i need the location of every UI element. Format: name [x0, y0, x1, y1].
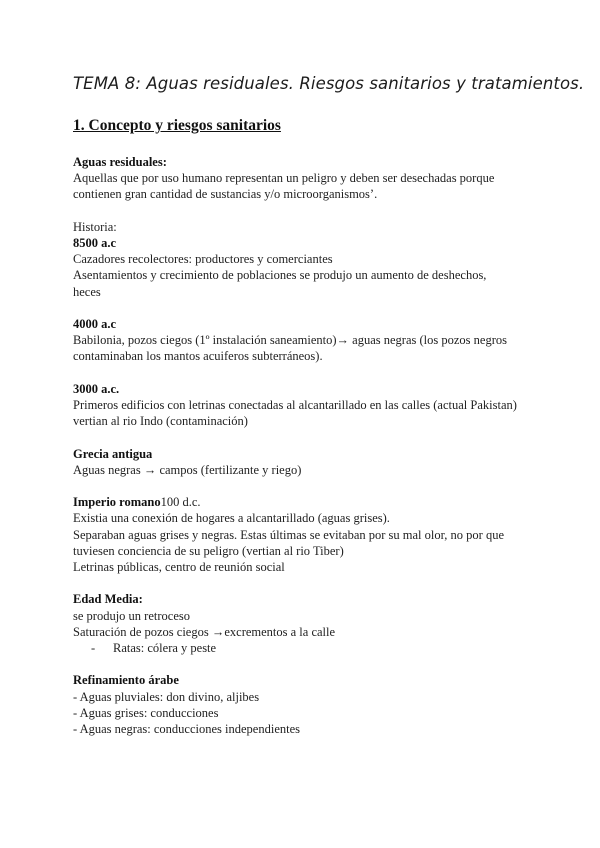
paragraph-line: Asentamientos y crecimiento de poblaciones se produjo un aumento de deshechos,	[73, 268, 487, 283]
paragraph-line: Babilonia, pozos ciegos (1º instalación saneamiento)→ aguas negras (los pozos negros	[73, 333, 507, 348]
bullet-text: Ratas: cólera y peste	[113, 641, 217, 655]
section-heading: 1. Concepto y riesgos sanitarios	[73, 117, 281, 134]
paragraph-line: Saturación de pozos ciegos →excrementos a la calle	[73, 624, 336, 639]
era-heading: 8500 a.c	[73, 236, 117, 250]
definition-line: Aquellas que por uso humano representan un peligro y deben ser desechadas porque	[73, 171, 495, 186]
paragraph-line: tuviesen conciencia de su peligro (vertian al rio Tiber)	[73, 543, 344, 558]
paragraph-line: heces	[73, 284, 101, 299]
definition-line: contienen gran cantidad de sustancias y/o microorganismos’.	[73, 187, 378, 202]
bullet-dash: -	[91, 641, 96, 655]
historia-label: Historia:	[73, 219, 117, 234]
paragraph-line: Cazadores recolectores: productores y comerciantes	[73, 252, 333, 267]
paragraph-line: se produjo un retroceso	[73, 608, 190, 623]
era-heading: Imperio romano	[73, 495, 161, 510]
list-item: - Aguas pluviales: don divino, aljibes	[73, 689, 260, 704]
list-item: - Aguas grises: conducciones	[73, 705, 219, 720]
bullet-item	[73, 640, 553, 656]
paragraph-line: Primeros edificios con letrinas conectadas al alcantarillado en las calles (actual Pakistan)	[73, 398, 517, 412]
era-heading: 3000 a.c.	[73, 381, 120, 396]
paragraph-line: Letrinas públicas, centro de reunión social	[73, 560, 285, 574]
list-item: - Aguas negras: conducciones independientes	[73, 722, 301, 736]
paragraph-line: vertian al rio Indo (contaminación)	[73, 414, 248, 429]
paragraph-line: Existia una conexión de hogares a alcantarillado (aguas grises).	[73, 511, 390, 526]
era-heading: 4000 a.c	[73, 317, 117, 331]
era-heading-row	[73, 494, 553, 510]
aguas-residuales-label: Aguas residuales:	[73, 155, 167, 169]
paragraph-line: Aguas negras → campos (fertilizante y riego)	[73, 462, 302, 477]
era-heading: Grecia antigua	[73, 446, 153, 461]
era-heading: Edad Media:	[73, 592, 143, 607]
era-date-suffix: 100 d.c.	[160, 495, 201, 510]
document-body	[73, 154, 553, 737]
document-title: TEMA 8: Aguas residuales. Riesgos sanitarios y tratamientos.	[73, 74, 585, 93]
paragraph-line: contaminaban los mantos acuiferos subterráneos).	[73, 349, 323, 364]
era-heading: Refinamiento árabe	[73, 673, 179, 688]
paragraph-line: Separaban aguas grises y negras. Estas últimas se evitaban por su mal olor, no por que	[73, 527, 504, 542]
